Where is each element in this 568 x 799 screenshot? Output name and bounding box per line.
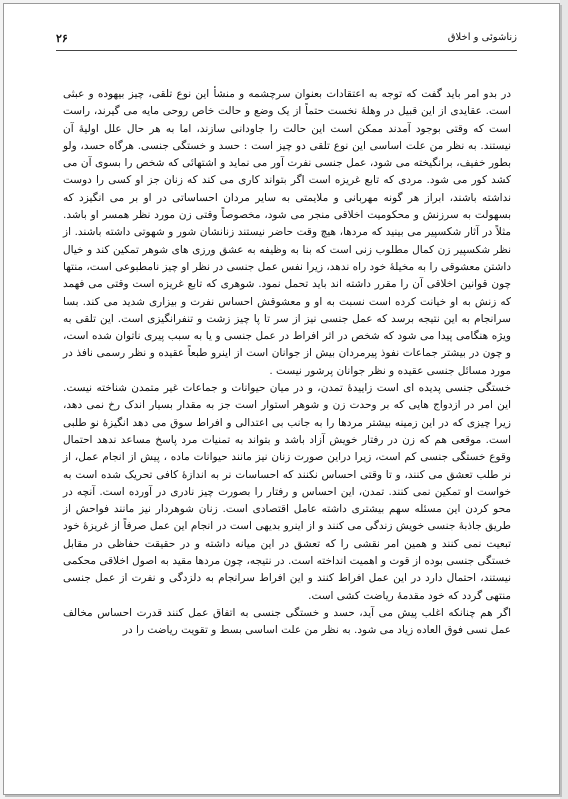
header-divider: [56, 50, 517, 51]
viewer-gutter: [560, 0, 568, 799]
paragraph: در بدو امر باید گفت که توجه به اعتقادات بعنوان سرچشمه و منشأ این نوع تلقی، چیز بیهوده و عبثی است. عقایدی از این قبیل در وهلهٔ نخست حتماً از یک وضع و حالت خاص روحی مایه می گیرند، راست است که وقتی بوجود آمدند ممکن است این حالت را جاودانی سازند، اما به هر حال علل اولیهٔ آن نیستند. به نظر من علت اساسی این نوع تلقی دو چیز است : حسد و خستگی جنسی. هرگاه حسد، ولو بطور خفیف، برانگیخته می شود، عمل جنسی نفرت آور می نماید و اشتهائی که شخص را بسوی آن می کشد کور می شود. مردی که تابع غریزه است اگر بتواند کاری می کند که زنان جز او کسی را دوست نداشته باشند، ابراز هر گونه مهربانی و ملایمتی به سایر مردان احساساتی در او بر می انگیزد که بسهولت به سرزنش و محکومیت اخلاقی منجر می شود، مخصوصاً وقتی زن مورد نظر همسر او باشد. مثلاً در آثار شکسپیر می بینید که مردها، هیچ وقت حاضر نیستند زنانشان شور و شهوتی داشته باشند. از نظر شکسپیر زن کمال مطلوب زنی است که بنا به وظیفه به عشق ورزی های شوهر تمکین کند و خیال داشتن معشوقی را به مخیلهٔ خود راه ندهد، زیرا نفس عمل جنسی در نظر او چیز نامطبوعی است، منتها چون قوانین اخلاقی آن را مقرر داشته اند باید تحمل نمود. شوهری که تابع غریزه است وقتی می فهمد که زنش به او خیانت کرده است نسبت به او و معشوقش احساس نفرت و بیزاری شدید می کند. بسا سرانجام به این نتیجه برسد که عمل جنسی نیز از سر تا پا چیز زشت و تنفرانگیزی است. این تلقی به ویژه هنگامی پیدا می شود که شخص در اثر افراط در عمل جنسی و یا به سبب پیری ناتوان شده است، و چون در بیشتر جماعات نفوذ پیرمردان بیش از جوانان است از اینرو طبعاً عقیده و نظر رسمی نافذ در مورد مسائل جنسی عقیده و نظر جوانان پرشور نیست .: [63, 88, 511, 377]
document-page: [3, 3, 560, 795]
paragraph: اگر هم چنانکه اغلب پیش می آید، حسد و خستگی جنسی به اتفاق عمل کنند قدرت احساس مخالف عمل نسی فوق العاده زیاد می شود. به نظر من علت اساسی بسط و تقویت ریاضت را در: [63, 606, 511, 637]
running-header: [56, 32, 517, 46]
body-text: [63, 86, 511, 640]
paragraph: خستگی جنسی پدیده ای است زاییدهٔ تمدن، و در میان حیوانات و جماعات غیر متمدن شناخته نیست. این امر در ازدواج هایی که بر وحدت زن و شوهر استوار است جز به مقدار بسیار اندک رخ نمی دهد، زیرا چیزی که در این زمینه بیشتر مردها را به جانب بی اعتدالی و افراط سوق می دهد انگیزهٔ نو طلبی است. موقعی هم که زن در رفتار خویش آزاد باشد و بتواند به تمنیات مرد پاسخ مساعد ندهد احتمال وقوع خستگی جنسی کم است، زیرا دراین صورت زنان نیز مانند حیوانات ماده ، پیش از انجام عمل، از نر طلب تعشق می کنند، و تا وقتی احساس نکنند که احساسات نر به اندازهٔ کافی تحریک شده است به خواست او تمکین نمی کنند. تمدن، این احساس و رفتار را بصورت چیز نادری در آورده است. آنچه در محو کردن این مسئله سهم بیشتری داشته عامل اقتصادی است. زنان شوهردار نیز مانند فواحش از طریق جاذبهٔ جنسی خویش زندگی می کنند و از اینرو بدیهی است در انجام این عمل صرفاً از غریزهٔ خود تبعیت نمی کنند و همین امر نقشی را که تعشق در این میانه داشته و در حقیقت حفاظی در مقابل خستگی جنسی بوده از قوت و اهمیت انداخته است. در نتیجه، چون مردها مقید به اصول اخلاقی محکمی نیستند، احتمال دارد در این عمل افراط کنند و این افراط سرانجام به دلزدگی و نفرت از عمل جنسی منتهی گردد که خود مقدمهٔ ریاضت کشی است.: [63, 382, 511, 602]
running-header-title: زناشوئی و اخلاق: [447, 32, 517, 43]
page-number: ۲۶: [56, 32, 68, 45]
